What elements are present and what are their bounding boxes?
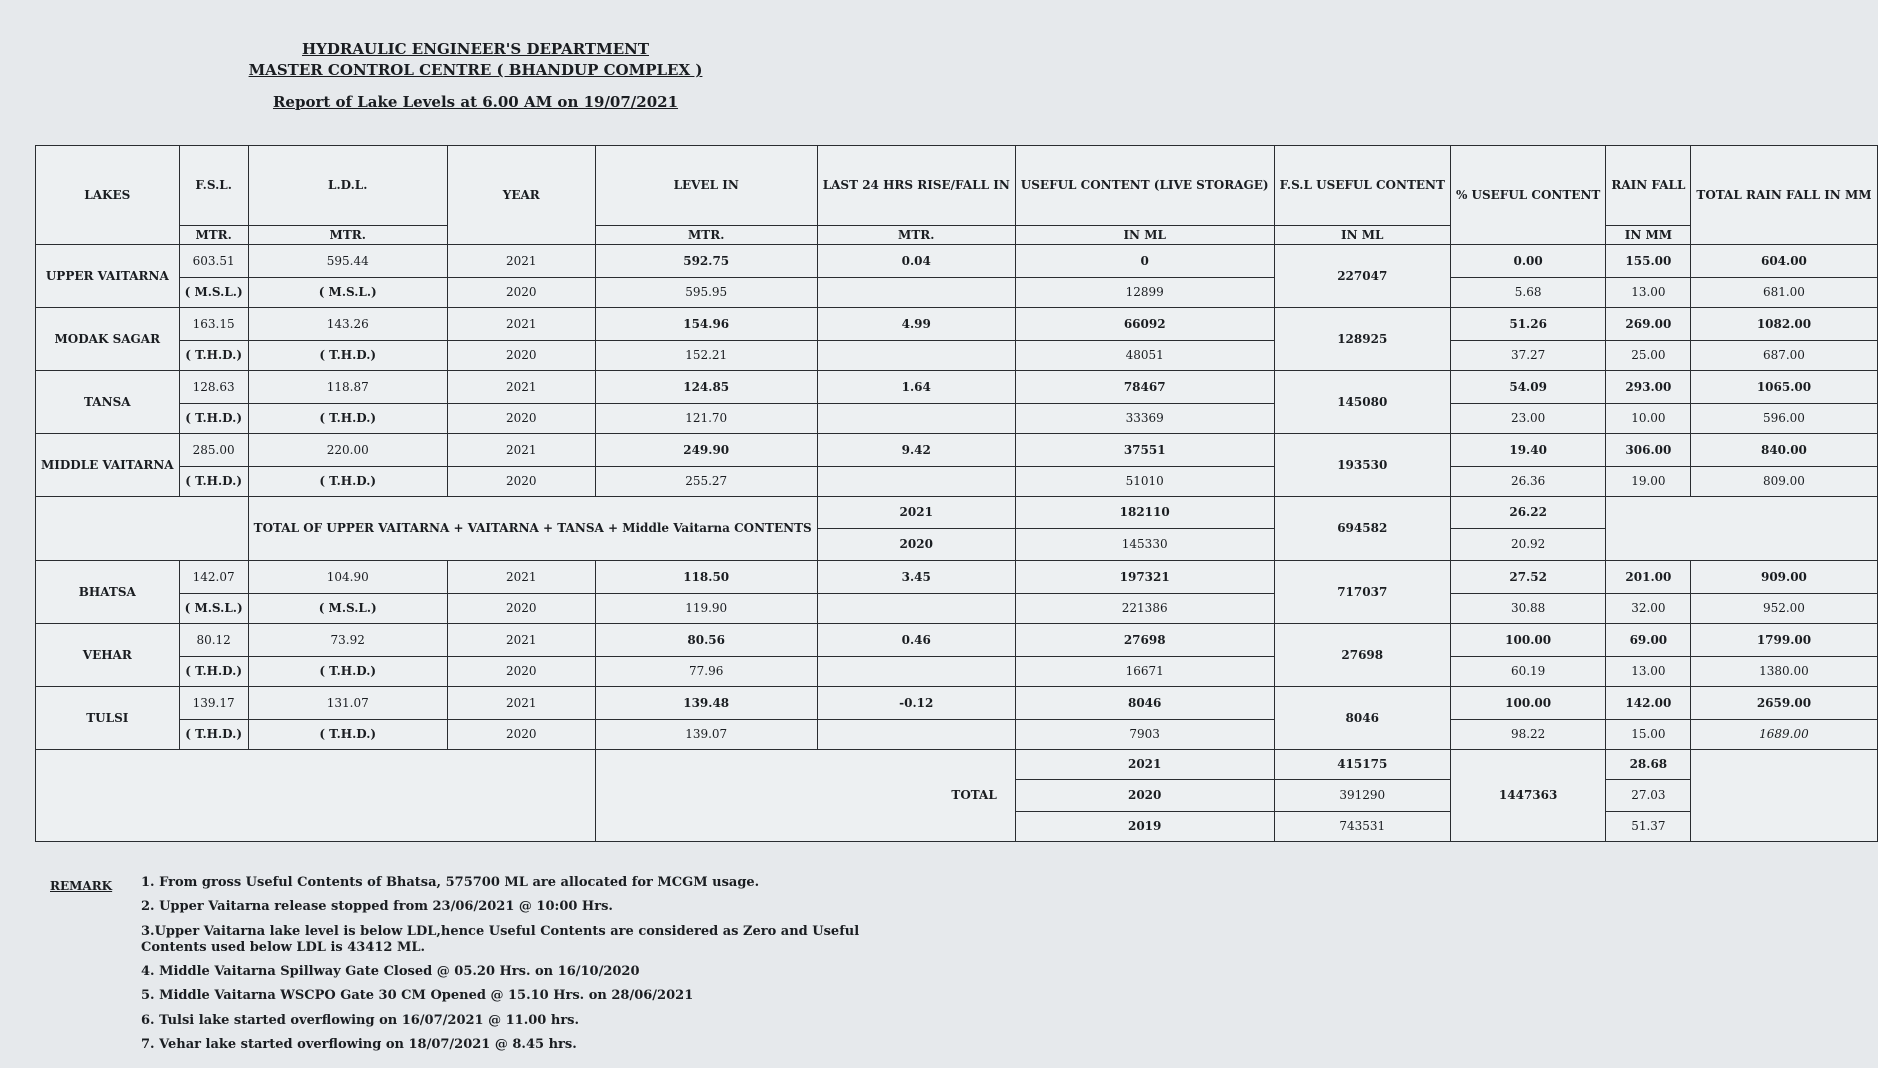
subtotal-year: 2020 <box>817 529 1015 561</box>
total-row-2021 <box>36 750 1878 780</box>
unit-rain: IN MM <box>1606 226 1691 245</box>
lake-row-2020 <box>36 404 1878 434</box>
lake-level: 152.21 <box>595 341 817 371</box>
lake-pct-useful: 30.88 <box>1450 594 1605 624</box>
lake-row-2021 <box>36 308 1878 341</box>
col-fsl-useful: F.S.L USEFUL CONTENT <box>1274 146 1450 226</box>
lake-pct-useful: 100.00 <box>1450 687 1605 720</box>
lake-total-rain: 2659.00 <box>1691 687 1877 720</box>
lake-total-rain: 1380.00 <box>1691 657 1877 687</box>
lake-row-2020 <box>36 278 1878 308</box>
lake-year: 2020 <box>447 467 595 497</box>
lake-rain: 13.00 <box>1606 657 1691 687</box>
lake-row-2021 <box>36 561 1878 594</box>
lake-pct-useful: 98.22 <box>1450 720 1605 750</box>
lake-year: 2021 <box>447 434 595 467</box>
subtotal-useful: 182110 <box>1015 497 1274 529</box>
lake-fsl-useful: 128925 <box>1274 308 1450 371</box>
unit-level: MTR. <box>595 226 817 245</box>
subtotal-useful: 145330 <box>1015 529 1274 561</box>
lake-year: 2020 <box>447 404 595 434</box>
lake-fsl: 163.15 <box>179 308 248 341</box>
lake-rise-fall <box>817 278 1015 308</box>
report-title: Report of Lake Levels at 6.00 AM on 19/07/2021 <box>272 93 679 111</box>
lake-datum: ( T.H.D.) <box>179 720 248 750</box>
lake-rise-fall <box>817 720 1015 750</box>
lake-name: TANSA <box>36 371 180 434</box>
lake-datum: ( T.H.D.) <box>179 657 248 687</box>
centre-title: MASTER CONTROL CENTRE ( BHANDUP COMPLEX ) <box>248 61 703 79</box>
lake-fsl: 603.51 <box>179 245 248 278</box>
lake-level: 139.07 <box>595 720 817 750</box>
lake-year: 2020 <box>447 720 595 750</box>
lake-useful-content: 221386 <box>1015 594 1274 624</box>
col-rain: RAIN FALL <box>1606 146 1691 226</box>
lake-name: UPPER VAITARNA <box>36 245 180 308</box>
unit-last24: MTR. <box>817 226 1015 245</box>
lake-datum: ( M.S.L.) <box>179 278 248 308</box>
lake-total-rain: 840.00 <box>1691 434 1877 467</box>
unit-ldl: MTR. <box>248 226 447 245</box>
lake-year: 2020 <box>447 341 595 371</box>
lake-useful-content: 8046 <box>1015 687 1274 720</box>
total-pct: 51.37 <box>1606 812 1691 842</box>
lake-row-2021 <box>36 624 1878 657</box>
unit-fsl-useful: IN ML <box>1274 226 1450 245</box>
lake-row-2021 <box>36 371 1878 404</box>
lake-rain: 306.00 <box>1606 434 1691 467</box>
lake-level: 121.70 <box>595 404 817 434</box>
lake-fsl: 285.00 <box>179 434 248 467</box>
lake-total-rain: 952.00 <box>1691 594 1877 624</box>
lake-year: 2021 <box>447 245 595 278</box>
total-year: 2021 <box>1015 750 1274 780</box>
lake-pct-useful: 0.00 <box>1450 245 1605 278</box>
lake-name: BHATSA <box>36 561 180 624</box>
lake-useful-content: 27698 <box>1015 624 1274 657</box>
lake-rain: 10.00 <box>1606 404 1691 434</box>
lake-datum: ( M.S.L.) <box>179 594 248 624</box>
lake-fsl: 142.07 <box>179 561 248 594</box>
lake-datum: ( M.S.L.) <box>248 594 447 624</box>
col-year: YEAR <box>447 146 595 245</box>
lake-level: 255.27 <box>595 467 817 497</box>
lake-level: 119.90 <box>595 594 817 624</box>
lake-pct-useful: 60.19 <box>1450 657 1605 687</box>
lake-useful-content: 78467 <box>1015 371 1274 404</box>
total-pct: 27.03 <box>1606 780 1691 812</box>
total-blank <box>36 750 596 842</box>
lake-rise-fall <box>817 467 1015 497</box>
subtotal-year: 2021 <box>817 497 1015 529</box>
lake-datum: ( T.H.D.) <box>179 341 248 371</box>
lake-rise-fall: 0.04 <box>817 245 1015 278</box>
col-last24: LAST 24 HRS RISE/FALL IN <box>817 146 1015 226</box>
lake-name: MODAK SAGAR <box>36 308 180 371</box>
lake-rain: 25.00 <box>1606 341 1691 371</box>
lake-total-rain: 809.00 <box>1691 467 1877 497</box>
total-year: 2020 <box>1015 780 1274 812</box>
lake-rise-fall: 1.64 <box>817 371 1015 404</box>
lake-pct-useful: 100.00 <box>1450 624 1605 657</box>
lake-useful-content: 48051 <box>1015 341 1274 371</box>
lake-total-rain: 681.00 <box>1691 278 1877 308</box>
lake-rise-fall: 0.46 <box>817 624 1015 657</box>
lake-fsl-useful: 227047 <box>1274 245 1450 308</box>
lake-useful-content: 7903 <box>1015 720 1274 750</box>
subtotal-rain-blank <box>1606 497 1877 561</box>
lake-fsl-useful: 193530 <box>1274 434 1450 497</box>
lake-rain: 32.00 <box>1606 594 1691 624</box>
lake-year: 2020 <box>447 278 595 308</box>
lake-useful-content: 51010 <box>1015 467 1274 497</box>
lake-fsl-useful: 717037 <box>1274 561 1450 624</box>
lake-rain: 142.00 <box>1606 687 1691 720</box>
lake-rise-fall <box>817 341 1015 371</box>
lake-useful-content: 197321 <box>1015 561 1274 594</box>
lake-rain: 15.00 <box>1606 720 1691 750</box>
lake-pct-useful: 37.27 <box>1450 341 1605 371</box>
total-rain-blank <box>1691 750 1877 842</box>
remark-item: 5. Middle Vaitarna WSCPO Gate 30 CM Opened @ 15.10 Hrs. on 28/06/2021 <box>141 988 694 1004</box>
subtotal-block <box>36 497 1878 561</box>
lake-ldl: 595.44 <box>248 245 447 278</box>
remarks-title: REMARK <box>50 879 113 893</box>
lake-row-2020 <box>36 594 1878 624</box>
lake-ldl: 131.07 <box>248 687 447 720</box>
lake-row-2021 <box>36 245 1878 278</box>
lake-row-2020 <box>36 467 1878 497</box>
remark-item: 3.Upper Vaitarna lake level is below LDL,hence Useful Contents are considered as Zero and Useful Contents used below LDL is 43412 ML. <box>141 923 860 955</box>
remark-item: 4. Middle Vaitarna Spillway Gate Closed @ 05.20 Hrs. on 16/10/2020 <box>141 964 640 979</box>
lake-useful-content: 0 <box>1015 245 1274 278</box>
lake-rain: 155.00 <box>1606 245 1691 278</box>
lake-level: 139.48 <box>595 687 817 720</box>
lake-total-rain: 604.00 <box>1691 245 1877 278</box>
col-lakes: LAKES <box>36 146 180 245</box>
total-block <box>36 750 1878 842</box>
lake-total-rain: 1799.00 <box>1691 624 1877 657</box>
lake-level: 154.96 <box>595 308 817 341</box>
lake-datum: ( T.H.D.) <box>248 341 447 371</box>
lake-year: 2021 <box>447 371 595 404</box>
lake-ldl: 104.90 <box>248 561 447 594</box>
lake-useful-content: 37551 <box>1015 434 1274 467</box>
lake-name: TULSI <box>36 687 180 750</box>
remark-item: 2. Upper Vaitarna release stopped from 23/06/2021 @ 10:00 Hrs. <box>141 899 613 915</box>
col-total-rain: TOTAL RAIN FALL IN MM <box>1691 146 1877 245</box>
remarks-list <box>141 875 881 1061</box>
lake-fsl-useful: 145080 <box>1274 371 1450 434</box>
subtotal-row-2021 <box>36 497 1878 529</box>
lake-rise-fall: 4.99 <box>817 308 1015 341</box>
lake-datum: ( T.H.D.) <box>179 467 248 497</box>
lake-pct-useful: 5.68 <box>1450 278 1605 308</box>
lake-rise-fall <box>817 594 1015 624</box>
lake-total-rain: 1689.00 <box>1691 720 1877 750</box>
total-label: TOTAL <box>595 750 1015 842</box>
subtotal-label: TOTAL OF UPPER VAITARNA + VAITARNA + TANSA + Middle Vaitarna CONTENTS <box>248 497 817 561</box>
lake-pct-useful: 26.36 <box>1450 467 1605 497</box>
lake-rise-fall <box>817 404 1015 434</box>
lake-datum: ( T.H.D.) <box>248 657 447 687</box>
lake-pct-useful: 27.52 <box>1450 561 1605 594</box>
lake-pct-useful: 23.00 <box>1450 404 1605 434</box>
lake-datum: ( M.S.L.) <box>248 278 447 308</box>
lake-pct-useful: 19.40 <box>1450 434 1605 467</box>
lake-rise-fall <box>817 657 1015 687</box>
lake-fsl: 128.63 <box>179 371 248 404</box>
total-useful: 415175 <box>1274 750 1450 780</box>
lake-row-2021 <box>36 434 1878 467</box>
lake-level: 595.95 <box>595 278 817 308</box>
lake-rain: 201.00 <box>1606 561 1691 594</box>
lake-name: MIDDLE VAITARNA <box>36 434 180 497</box>
lake-year: 2021 <box>447 624 595 657</box>
subtotal-pct: 26.22 <box>1450 497 1605 529</box>
lakes-group-a <box>36 245 1878 497</box>
col-useful: USEFUL CONTENT (LIVE STORAGE) <box>1015 146 1274 226</box>
lake-level: 592.75 <box>595 245 817 278</box>
total-year: 2019 <box>1015 812 1274 842</box>
lake-row-2021 <box>36 687 1878 720</box>
lake-datum: ( T.H.D.) <box>248 720 447 750</box>
lake-year: 2021 <box>447 308 595 341</box>
lake-fsl: 80.12 <box>179 624 248 657</box>
lake-year: 2020 <box>447 594 595 624</box>
col-level: LEVEL IN <box>595 146 817 226</box>
lake-datum: ( T.H.D.) <box>248 467 447 497</box>
lake-total-rain: 1065.00 <box>1691 371 1877 404</box>
lake-total-rain: 1082.00 <box>1691 308 1877 341</box>
department-title: HYDRAULIC ENGINEER'S DEPARTMENT <box>302 40 649 58</box>
lake-fsl-useful: 8046 <box>1274 687 1450 750</box>
lake-rain: 13.00 <box>1606 278 1691 308</box>
lake-total-rain: 596.00 <box>1691 404 1877 434</box>
lakes-group-b <box>36 561 1878 750</box>
unit-fsl: MTR. <box>179 226 248 245</box>
lake-total-rain: 687.00 <box>1691 341 1877 371</box>
lake-pct-useful: 51.26 <box>1450 308 1605 341</box>
col-pct: % USEFUL CONTENT <box>1450 146 1605 245</box>
lake-row-2020 <box>36 720 1878 750</box>
lake-ldl: 220.00 <box>248 434 447 467</box>
subtotal-fsl-useful: 694582 <box>1274 497 1450 561</box>
lake-rise-fall: -0.12 <box>817 687 1015 720</box>
lake-level: 118.50 <box>595 561 817 594</box>
col-fsl: F.S.L. <box>179 146 248 226</box>
lake-level: 124.85 <box>595 371 817 404</box>
lake-level: 77.96 <box>595 657 817 687</box>
col-ldl: L.D.L. <box>248 146 447 226</box>
lake-ldl: 143.26 <box>248 308 447 341</box>
lake-level: 249.90 <box>595 434 817 467</box>
lake-rain: 293.00 <box>1606 371 1691 404</box>
lake-useful-content: 33369 <box>1015 404 1274 434</box>
lake-name: VEHAR <box>36 624 180 687</box>
lake-fsl: 139.17 <box>179 687 248 720</box>
lake-year: 2021 <box>447 687 595 720</box>
lake-rise-fall: 9.42 <box>817 434 1015 467</box>
lake-rain: 69.00 <box>1606 624 1691 657</box>
lake-total-rain: 909.00 <box>1691 561 1877 594</box>
lake-year: 2021 <box>447 561 595 594</box>
lake-levels-table <box>35 145 1878 842</box>
lake-row-2020 <box>36 341 1878 371</box>
lake-rain: 19.00 <box>1606 467 1691 497</box>
lake-rain: 269.00 <box>1606 308 1691 341</box>
subtotal-blank <box>36 497 249 561</box>
lake-rise-fall: 3.45 <box>817 561 1015 594</box>
lake-pct-useful: 54.09 <box>1450 371 1605 404</box>
subtotal-pct: 20.92 <box>1450 529 1605 561</box>
header-row <box>36 146 1878 226</box>
lake-fsl-useful: 27698 <box>1274 624 1450 687</box>
remark-item: 1. From gross Useful Contents of Bhatsa, 575700 ML are allocated for MCGM usage. <box>141 875 760 890</box>
lake-datum: ( T.H.D.) <box>179 404 248 434</box>
lake-ldl: 118.87 <box>248 371 447 404</box>
lake-useful-content: 66092 <box>1015 308 1274 341</box>
lake-row-2020 <box>36 657 1878 687</box>
total-pct: 28.68 <box>1606 750 1691 780</box>
lake-year: 2020 <box>447 657 595 687</box>
remark-item: 6. Tulsi lake started overflowing on 16/07/2021 @ 11.00 hrs. <box>141 1012 580 1028</box>
lake-ldl: 73.92 <box>248 624 447 657</box>
lake-useful-content: 16671 <box>1015 657 1274 687</box>
lake-useful-content: 12899 <box>1015 278 1274 308</box>
total-fsl-useful: 1447363 <box>1450 750 1605 842</box>
unit-useful: IN ML <box>1015 226 1274 245</box>
total-useful: 743531 <box>1274 812 1450 842</box>
total-useful: 391290 <box>1274 780 1450 812</box>
lake-datum: ( T.H.D.) <box>248 404 447 434</box>
remark-item: 7. Vehar lake started overflowing on 18/07/2021 @ 8.45 hrs. <box>141 1036 577 1052</box>
lake-level: 80.56 <box>595 624 817 657</box>
